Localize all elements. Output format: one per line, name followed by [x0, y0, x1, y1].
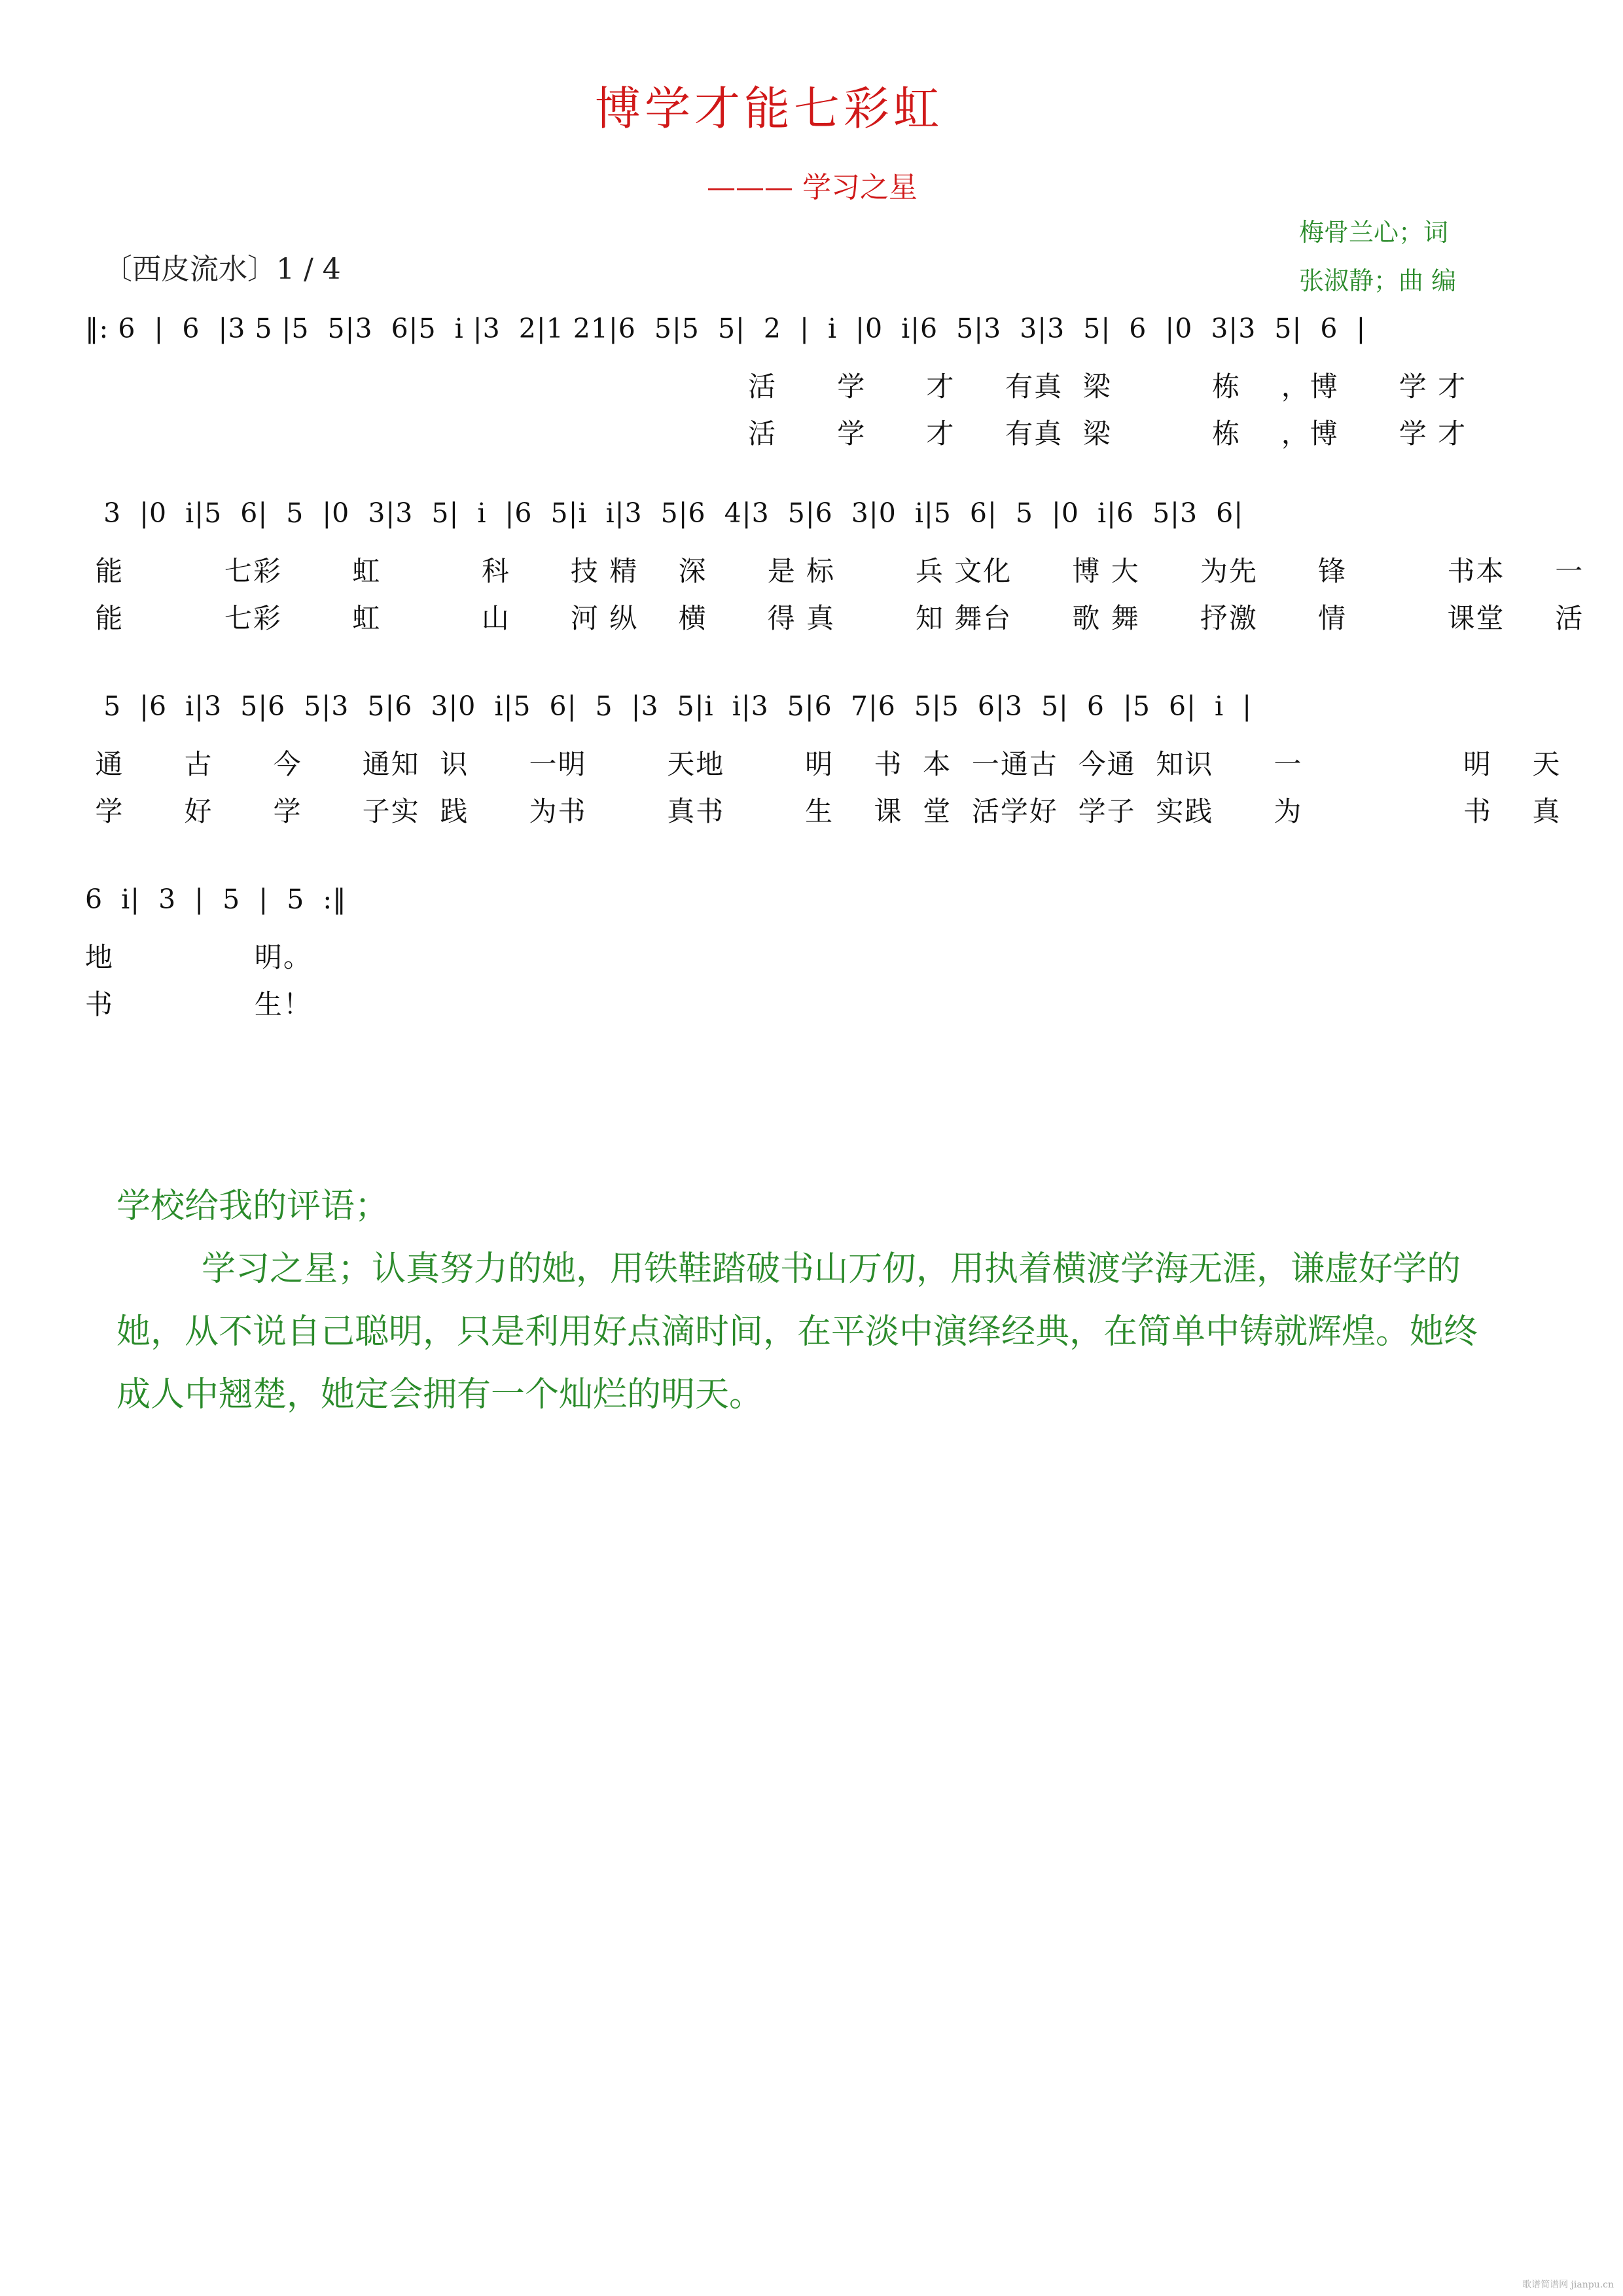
lyric-verse-1: 地 明。 [85, 941, 312, 973]
notation-row: ‖: 6 | 6 |3 5 |5 5|3 6|5 i |3 2|1 21|6 5|5 5| 2 | i |0 i|6 5|3 3|3 5| 6 |0 3|3 5| 6 | [85, 313, 1366, 344]
teacher-comment [116, 1175, 1504, 1426]
site-watermark: 歌谱简谱网 jianpu.cn [1522, 2280, 1614, 2290]
lyric-verse-1: 活 学 才 有真 梁 栋 ，博 学 才 [85, 370, 1467, 403]
credits [1299, 208, 1456, 305]
song-subtitle: ——— 学习之星 [707, 171, 918, 204]
lyricist-credit: 梅骨兰心；词 [1299, 218, 1449, 247]
score-line-1 [85, 313, 1531, 459]
tempo-marking: 〔西皮流水〕1 / 4 [103, 253, 341, 286]
lyric-verse-2: 书 生！ [85, 988, 312, 1020]
notation-row: 6 i| 3 | 5 | 5 :‖ [85, 884, 347, 915]
lyric-verse-1: 通 古 今 通知 识 一明 天地 明 书 本 一通古 今通 知识 一 明 天 [85, 748, 1561, 780]
lyric-verse-2: 活 学 才 有真 梁 栋 ，博 学 才 [85, 418, 1467, 450]
lyric-verse-2: 能 七彩 虹 山 河 纵 横 得 真 知 舞台 歌 舞 抒激 情 课堂 活 [85, 602, 1584, 634]
score-line-2 [85, 497, 1584, 644]
comment-heading: 学校给我的评语； [116, 1187, 389, 1226]
lyric-verse-1: 能 七彩 虹 科 技 精 深 是 标 兵 文化 博 大 为先 锋 书本 一 [85, 555, 1584, 587]
notation-row: 5 |6 i|3 5|6 5|3 5|6 3|0 i|5 6| 5 |3 5|i i|3 5|6 7|6 5|5 6|3 5| 6 |5 6| i | [85, 691, 1253, 722]
notation-row: 3 |0 i|5 6| 5 |0 3|3 5| i |6 5|i i|3 5|6 4|3 5|6 3|0 i|5 6| 5 |0 i|6 5|3 6| [85, 497, 1244, 529]
composer-credit: 张淑静；曲 编 [1299, 266, 1457, 295]
score-line-3 [85, 691, 1561, 837]
score-line-4 [85, 884, 1531, 1030]
comment-body: 学习之星；认真努力的她，用铁鞋踏破书山万仞，用执着横渡学海无涯，谦虚好学的她，从不说自己聪明，只是利用好点滴时间，在平淡中演绎经典，在简单中铸就辉煌。她终成人中翘楚，她定会拥有一个灿烂的明天。 [116, 1249, 1478, 1414]
lyric-verse-2: 学 好 学 子实 践 为书 真书 生 课 堂 活学好 学子 实践 为 书 真 [85, 795, 1561, 827]
song-title: 博学才能七彩虹 [595, 82, 943, 135]
